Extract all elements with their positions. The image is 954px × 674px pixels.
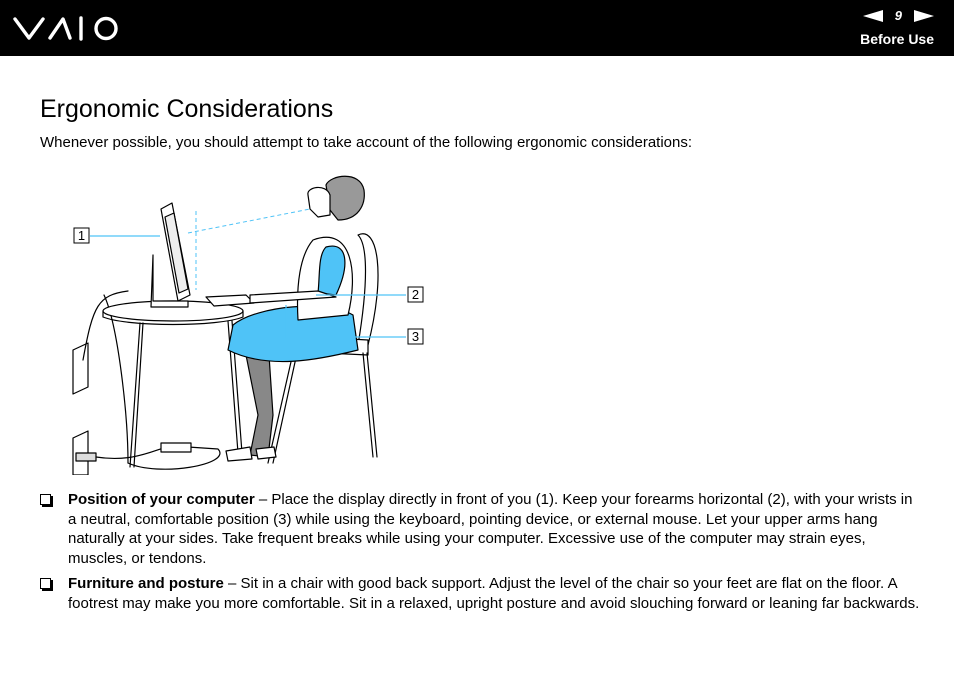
bullet-text: – Sit in a chair with good back support. Adjust the level of the chair so your feet are flat on the floor. A footrest may make you more comfortable. Sit in a relaxed, upright posture and avoid slouching forward or leaning far backwards. xyxy=(68,575,920,612)
section-title: Before Use xyxy=(860,31,934,47)
svg-text:2: 2 xyxy=(411,287,420,302)
page-number: 9 xyxy=(894,8,902,23)
bullet-heading: Furniture and posture xyxy=(68,575,224,592)
callout-1 xyxy=(74,228,89,243)
callout-3 xyxy=(408,329,423,344)
callout-2 xyxy=(408,287,423,302)
ergonomics-illustration xyxy=(68,165,448,475)
page-title: Ergonomic Considerations xyxy=(40,95,334,123)
arrow-left-icon[interactable] xyxy=(863,10,883,22)
list-item xyxy=(40,490,920,568)
bullet-text: – Place the display directly in front of you (1). Keep your forearms horizontal (2), with your wrists in a neutral, comfortable position (3) while using the keyboard, pointing device, or external mouse. Let your upper arms hang naturally at your sides. Take frequent breaks while using your computer. Excessive use of the computer may strain eyes, muscles, or tendons. xyxy=(68,491,913,567)
checkbox-bullet-icon xyxy=(40,578,51,589)
page-header xyxy=(0,0,954,56)
intro-text: Whenever possible, you should attempt to take account of the following ergonomic considerations: xyxy=(40,134,693,151)
ergonomic-tips-list xyxy=(40,490,920,619)
svg-text:1: 1 xyxy=(77,228,86,243)
checkbox-bullet-icon xyxy=(40,494,51,505)
page-navigation xyxy=(863,8,934,23)
arrow-right-icon[interactable] xyxy=(914,10,934,22)
svg-text:3: 3 xyxy=(411,329,420,344)
bullet-heading: Position of your computer xyxy=(68,491,255,508)
vaio-logo xyxy=(12,10,122,44)
list-item xyxy=(40,574,920,613)
